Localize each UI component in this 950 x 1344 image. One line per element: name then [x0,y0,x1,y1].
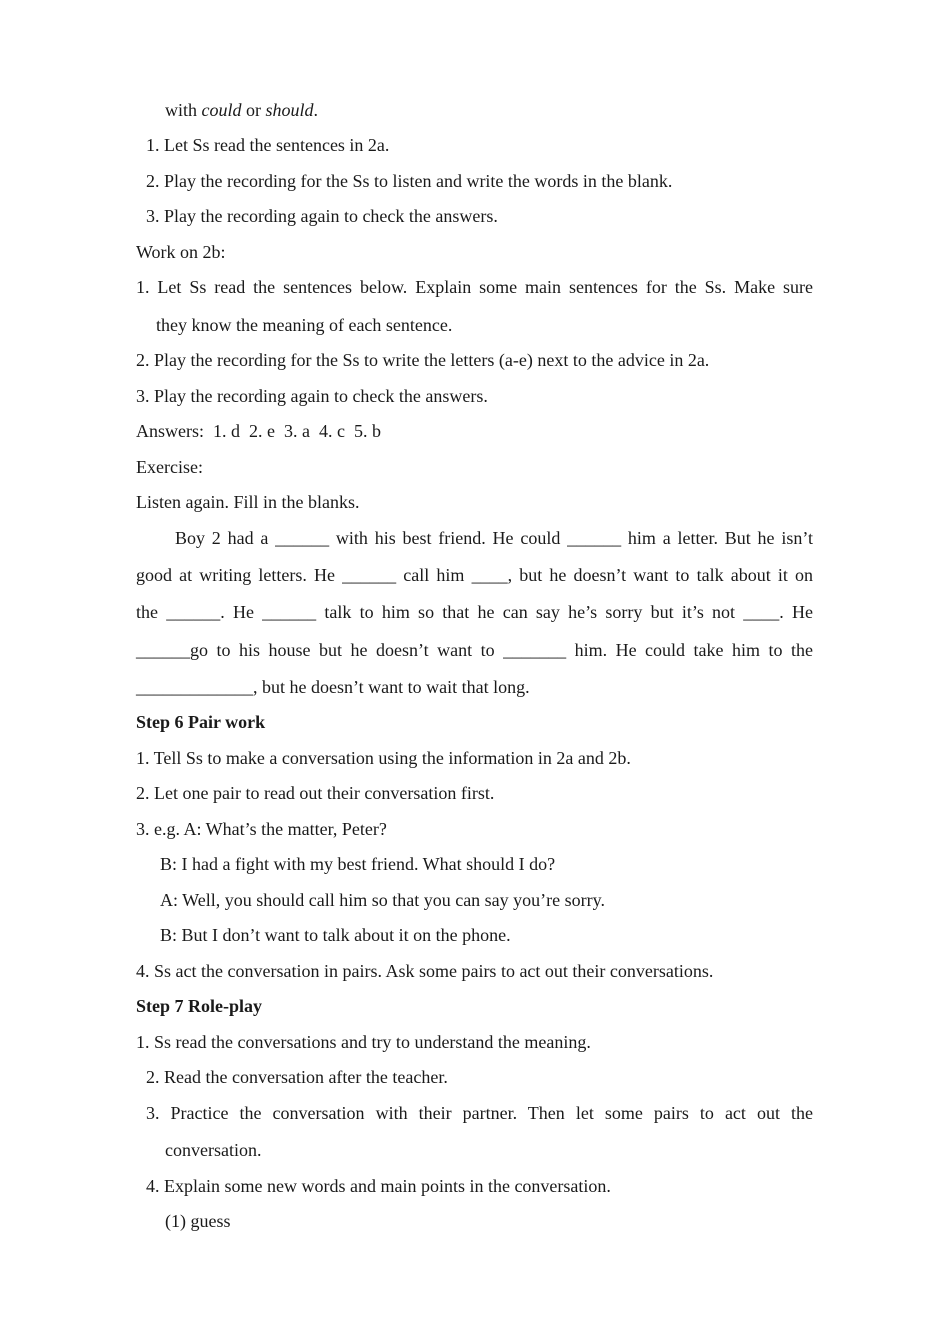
list-item: 4. Explain some new words and main points in the conversation. [146,1176,611,1196]
list-item: 2. Read the conversation after the teacher. [146,1067,448,1087]
section-label: Exercise: [136,457,203,477]
exercise-paragraph-line: the ______. He ______ talk to him so that he can say he’s sorry but it’s not ____. He [136,602,813,622]
list-item: 2. Play the recording for the Ss to write the letters (a-e) next to the advice in 2a. [136,350,710,370]
list-item-continuation: conversation. [165,1140,262,1160]
exercise-paragraph-line: _____________, but he doesn’t want to wait that long. [136,677,530,697]
text-line: with could or should. [165,100,319,120]
list-item: 3. Play the recording again to check the answers. [136,386,488,406]
list-item: 2. Play the recording for the Ss to listen and write the words in the blank. [146,171,673,191]
italic-word-could: could [201,100,242,120]
list-item: 1. Let Ss read the sentences below. Explain some main sentences for the Ss. Make sure [136,277,813,297]
section-label: Work on 2b: [136,242,226,262]
exercise-paragraph-line: good at writing letters. He ______ call him ____, but he doesn’t want to talk about it on [136,565,813,585]
list-item: 1. Tell Ss to make a conversation using the information in 2a and 2b. [136,748,631,768]
exercise-instruction: Listen again. Fill in the blanks. [136,492,360,512]
list-item: 1. Ss read the conversations and try to understand the meaning. [136,1032,591,1052]
list-item: 2. Let one pair to read out their conversation first. [136,783,495,803]
list-item: 1. Let Ss read the sentences in 2a. [146,135,390,155]
sub-list-item: (1) guess [165,1211,231,1231]
list-item: 4. Ss act the conversation in pairs. Ask some pairs to act out their conversations. [136,961,714,981]
list-item-continuation: they know the meaning of each sentence. [156,315,453,335]
list-item: 3. Practice the conversation with their partner. Then let some pairs to act out the [146,1103,813,1123]
exercise-paragraph-line: Boy 2 had a ______ with his best friend. He could ______ him a letter. But he isn’t [175,528,813,548]
dialogue-line: B: I had a fight with my best friend. What should I do? [160,854,556,874]
exercise-paragraph-line: ______go to his house but he doesn’t want to _______ him. He could take him to the [136,640,813,660]
list-item: 3. Play the recording again to check the answers. [146,206,498,226]
answers-line: Answers: 1. d 2. e 3. a 4. c 5. b [136,421,381,441]
dialogue-line: B: But I don’t want to talk about it on the phone. [160,925,511,945]
step-heading: Step 6 Pair work [136,712,266,732]
step-heading: Step 7 Role-play [136,996,262,1016]
dialogue-line: A: Well, you should call him so that you can say you’re sorry. [160,890,605,910]
list-item: 3. e.g. A: What’s the matter, Peter? [136,819,387,839]
italic-word-should: should [265,100,314,120]
